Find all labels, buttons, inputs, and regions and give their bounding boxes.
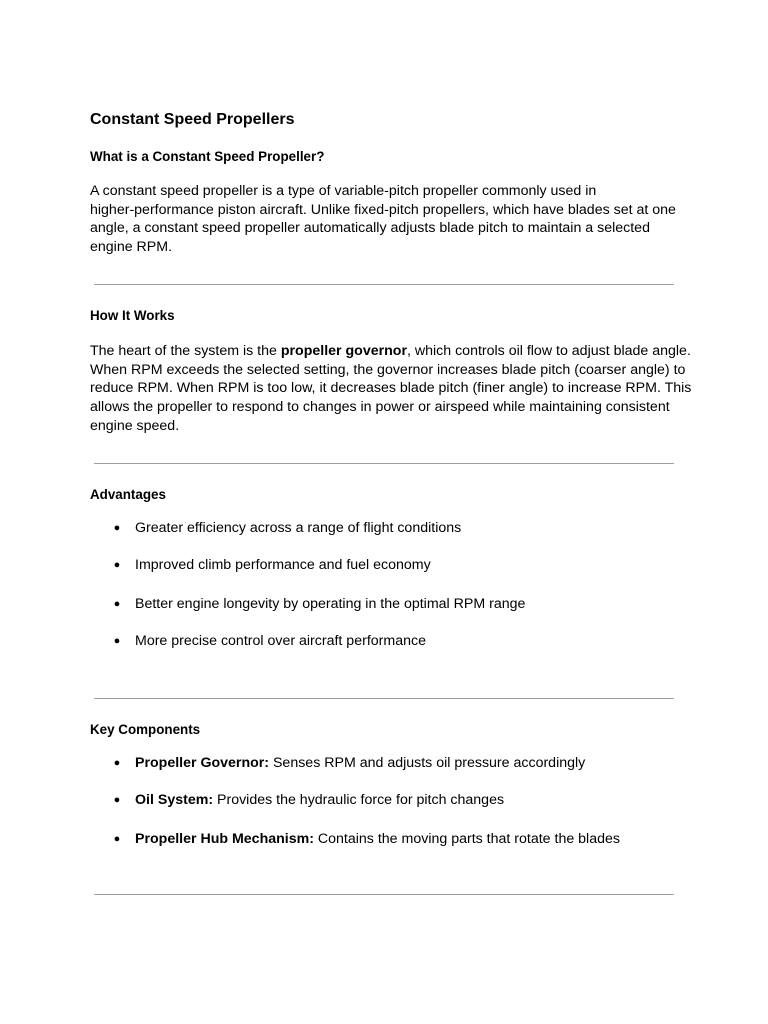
bullet-icon: ● <box>113 635 121 647</box>
component-description: Provides the hydraulic force for pitch changes <box>213 792 505 808</box>
list-item-text: Better engine longevity by operating in the optimal RPM range <box>135 596 526 612</box>
how-it-works-paragraph <box>90 342 690 436</box>
paragraph-line: higher-performance piston aircraft. Unlike fixed-pitch propellers, which have blades set at one <box>90 201 676 218</box>
paragraph-line <box>90 342 690 361</box>
list-item-text: More precise control over aircraft performance <box>135 633 426 649</box>
paragraph-line: engine RPM. <box>90 239 173 256</box>
section-heading-key-components: Key Components <box>90 722 201 737</box>
list-item-text <box>135 829 620 849</box>
paragraph-line: A constant speed propeller is a type of variable-pitch propeller commonly used in <box>90 183 597 199</box>
document-title: Constant Speed Propellers <box>90 111 295 128</box>
section-heading-what-is: What is a Constant Speed Propeller? <box>90 149 325 164</box>
list-item-text <box>135 753 585 773</box>
bullet-icon: ● <box>113 833 121 845</box>
section-heading-how-it-works: How It Works <box>90 308 175 323</box>
paragraph-line: When RPM exceeds the selected setting, the governor increases blade pitch (coarser angle) to <box>90 361 686 378</box>
intro-paragraph <box>90 182 690 257</box>
paragraph-line: allows the propeller to respond to changes in power or airspeed while maintaining consistent <box>90 399 670 416</box>
section-divider <box>94 463 674 464</box>
list-item-text <box>135 790 504 810</box>
paragraph-text: The heart of the system is the <box>90 343 281 359</box>
component-term: Oil System: <box>135 792 214 808</box>
list-item-text: Improved climb performance and fuel economy <box>135 557 431 573</box>
section-divider <box>94 284 674 285</box>
section-divider <box>94 894 674 895</box>
section-heading-advantages: Advantages <box>90 487 166 502</box>
paragraph-text: , which controls oil flow to adjust blade angle. <box>406 343 691 359</box>
component-term: Propeller Hub Mechanism: <box>135 831 314 847</box>
list-item-text: Greater efficiency across a range of flight conditions <box>135 520 462 536</box>
bold-term: propeller governor <box>280 343 407 359</box>
component-description: Senses RPM and adjusts oil pressure accordingly <box>269 755 586 771</box>
bullet-icon: ● <box>113 794 121 806</box>
paragraph-line: reduce RPM. When RPM is too low, it decreases blade pitch (finer angle) to increase RPM. This <box>90 380 692 397</box>
component-description: Contains the moving parts that rotate the blades <box>313 831 620 847</box>
component-term: Propeller Governor: <box>135 755 270 771</box>
section-divider <box>94 698 674 699</box>
paragraph-line: angle, a constant speed propeller automatically adjusts blade pitch to maintain a selected <box>90 220 650 237</box>
bullet-icon: ● <box>113 522 121 534</box>
paragraph-line: engine speed. <box>90 417 180 434</box>
bullet-icon: ● <box>113 757 121 769</box>
bullet-icon: ● <box>113 559 121 571</box>
bullet-icon: ● <box>113 598 121 610</box>
